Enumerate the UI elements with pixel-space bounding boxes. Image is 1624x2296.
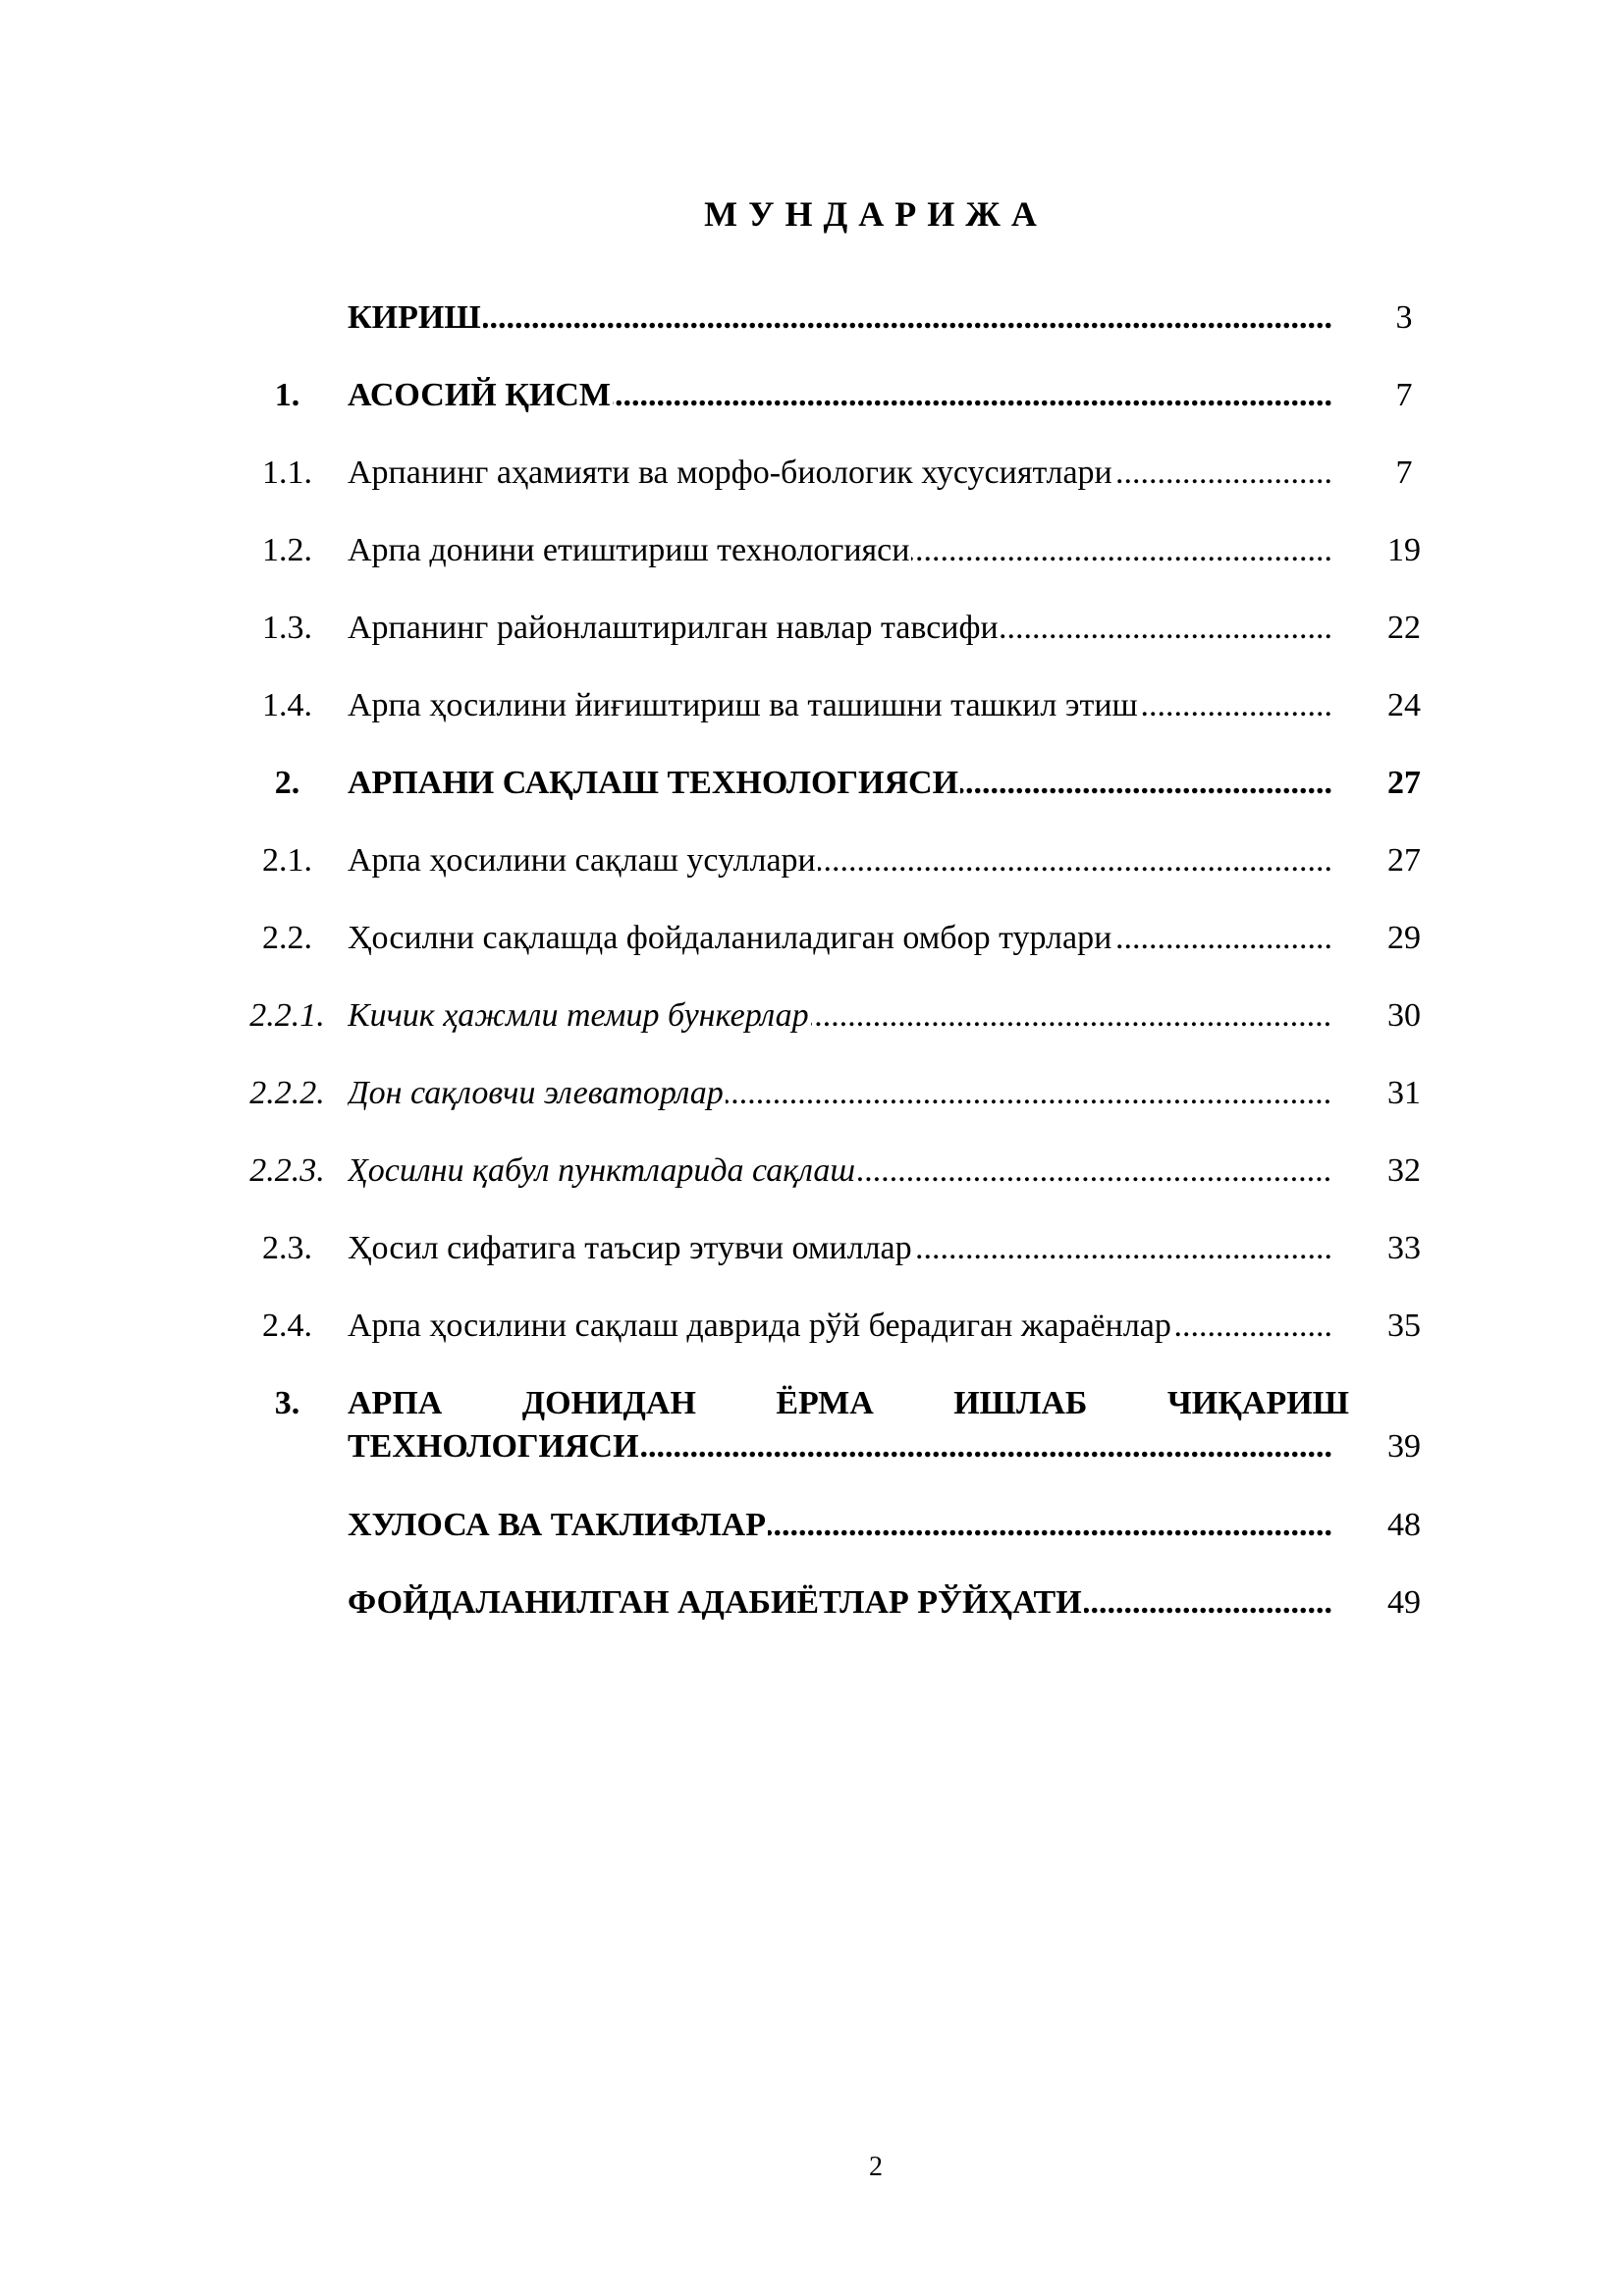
toc-entry-1-2 [0, 529, 1624, 607]
toc-entry-2-4 [0, 1305, 1624, 1382]
toc-entry-2-2 [0, 917, 1624, 994]
toc-entry-title: Ҳосилни сақлашда фойдаланиладиган омбор турлари [348, 920, 1112, 956]
toc-entry-title: АРПАНИ САҚЛАШ ТЕХНОЛОГИЯСИ [348, 765, 959, 801]
toc-entry-title: Арпа ҳосилини сақлаш даврида рўй берадиган жараёнлар [348, 1308, 1171, 1344]
toc-entry-title: Ҳосилни қабул пунктларида сақлаш [348, 1152, 856, 1189]
toc-entry-page: 48 [1387, 1507, 1421, 1543]
toc-entry-page: 39 [1387, 1428, 1421, 1465]
toc-entry-page: 27 [1387, 765, 1421, 801]
toc-entry-page: 24 [1387, 687, 1421, 723]
toc-entry-2-2-3 [0, 1149, 1624, 1227]
table-of-contents [0, 296, 1624, 1659]
toc-entry-title: ХУЛОСА ВА ТАКЛИФЛАР [348, 1507, 766, 1543]
toc-entry-title: Арпа ҳосилини йиғиштириш ва ташишни ташкил этиш [348, 687, 1138, 723]
page-title: МУНДАРИЖА [704, 194, 1048, 234]
toc-entry-number: 2.2.2. [249, 1075, 325, 1111]
toc-entry-page: 19 [1387, 532, 1421, 568]
toc-entry-1-4 [0, 684, 1624, 762]
toc-entry-title: Арпанинг районлаштирилган навлар тавсифи [348, 610, 999, 646]
toc-entry-page: 7 [1395, 454, 1413, 491]
toc-entry-title: Кичик ҳажмли темир бункерлар [348, 997, 809, 1034]
toc-entry-title: ФОЙДАЛАНИЛГАН АДАБИЁТЛАР РЎЙҲАТИ [348, 1584, 1082, 1621]
toc-entry-title: АСОСИЙ ҚИСМ [348, 377, 611, 413]
toc-entry-1 [0, 374, 1624, 452]
toc-entry-title: Арпа донини етиштириш технологияси [348, 532, 910, 568]
toc-entry-number: 2.3. [262, 1230, 312, 1266]
toc-entry-number: 2.2. [262, 920, 312, 956]
toc-entry-title-line1: АРПА ДОНИДАН ЁРМА ИШЛАБ ЧИҚАРИШ [348, 1385, 1349, 1421]
toc-entry-page: 31 [1387, 1075, 1421, 1111]
toc-entry-number: 1. [274, 377, 300, 413]
toc-entry-page: 33 [1387, 1230, 1421, 1266]
toc-entry-number: 1.1. [262, 454, 312, 491]
toc-entry-page: 3 [1395, 299, 1413, 336]
toc-entry-page: 35 [1387, 1308, 1421, 1344]
toc-entry-introduction [0, 296, 1624, 374]
toc-entry-number: 1.3. [262, 610, 312, 646]
toc-entry-1-1 [0, 452, 1624, 529]
toc-entry-title: Ҳосил сифатига таъсир этувчи омиллар [348, 1230, 912, 1266]
toc-entry-number: 1.2. [262, 532, 312, 568]
toc-entry-title: Арпанинг аҳамияти ва морфо-биологик хусусиятлари [348, 454, 1112, 491]
toc-entry-page: 30 [1387, 997, 1421, 1034]
toc-entry-number: 2.1. [262, 842, 312, 879]
toc-entry-page: 7 [1395, 377, 1413, 413]
toc-entry-number: 2. [274, 765, 300, 801]
toc-entry-title: Арпа ҳосилини сақлаш усуллари [348, 842, 816, 879]
toc-entry-2-1 [0, 839, 1624, 917]
toc-entry-number: 3. [274, 1385, 300, 1421]
toc-entry-page: 49 [1387, 1584, 1421, 1621]
toc-entry-references [0, 1581, 1624, 1659]
toc-entry-title-line2: ТЕХНОЛОГИЯСИ [348, 1428, 639, 1465]
toc-entry-number: 2.4. [262, 1308, 312, 1344]
toc-entry-page: 22 [1387, 610, 1421, 646]
toc-entry-page: 27 [1387, 842, 1421, 879]
toc-entry-number: 2.2.1. [249, 997, 325, 1034]
toc-entry-3 [0, 1382, 1624, 1504]
toc-entry-2 [0, 762, 1624, 839]
toc-entry-title: КИРИШ [348, 299, 481, 336]
toc-entry-number: 2.2.3. [249, 1152, 325, 1189]
toc-entry-2-2-2 [0, 1072, 1624, 1149]
toc-entry-2-2-1 [0, 994, 1624, 1072]
toc-entry-page: 32 [1387, 1152, 1421, 1189]
toc-entry-number: 1.4. [262, 687, 312, 723]
toc-entry-1-3 [0, 607, 1624, 684]
toc-entry-2-3 [0, 1227, 1624, 1305]
toc-entry-title: Дон сақловчи элеваторлар [348, 1075, 724, 1111]
toc-entry-page: 29 [1387, 920, 1421, 956]
page-number: 2 [869, 2152, 883, 2182]
toc-entry-conclusions [0, 1504, 1624, 1581]
